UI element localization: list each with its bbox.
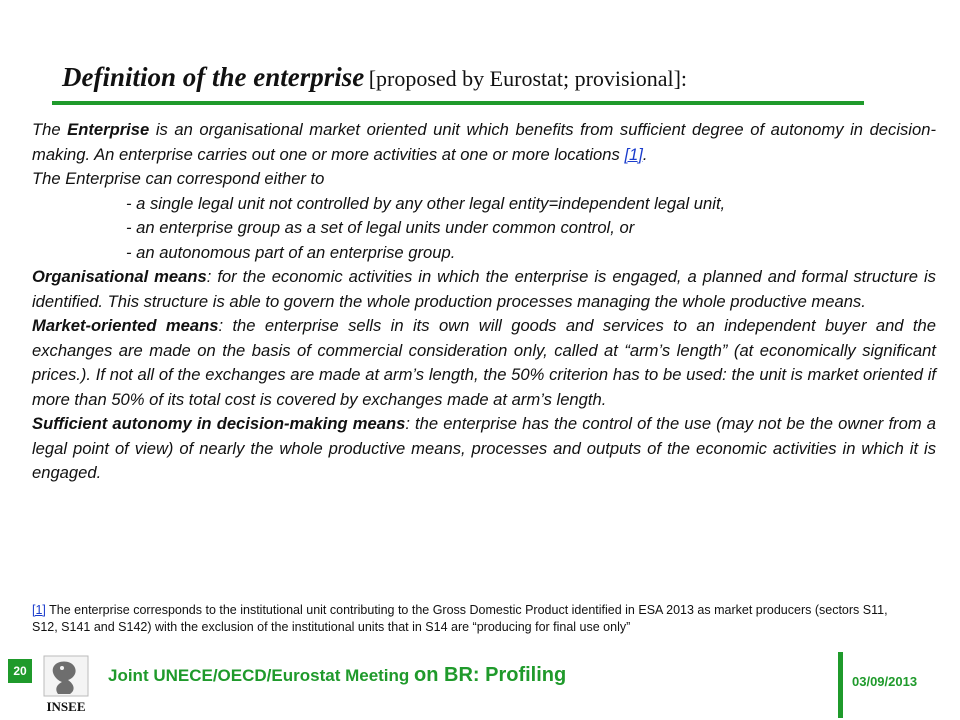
- text-market-oriented: : the enterprise sells in its own will goods and services to an independent buyer and the exchanges are made on the basis of commercial consideration only, called at “arm’s length” (at economically significant prices.). If not all of the exchanges are made at arm’s length, the 50% criterion has to be used: the unit is market oriented if more than 50% of its total cost is covered by exchanges made at arm’s length.: [32, 316, 936, 409]
- p1-bold: Enterprise: [67, 120, 150, 139]
- presentation-date: 03/09/2013: [852, 674, 918, 689]
- definition-body: [32, 118, 936, 486]
- list-item: - an enterprise group as a set of legal units under common control, or: [126, 218, 635, 237]
- svg-text:INSEE: INSEE: [46, 699, 86, 714]
- footnote-anchor-link[interactable]: [1]: [32, 603, 46, 617]
- footnote: [32, 602, 912, 636]
- meeting-lead: Joint UNECE/OECD/Eurostat Meeting: [108, 666, 415, 685]
- paragraph-correspond: The Enterprise can correspond either to: [32, 169, 325, 188]
- title-main: Definition of the enterprise: [62, 62, 365, 92]
- paragraph-definition: [32, 118, 936, 167]
- list-item: - a single legal unit not controlled by any other legal entity=independent legal unit,: [126, 193, 726, 213]
- title-subtitle: [proposed by Eurostat; provisional]:: [368, 66, 688, 91]
- p1-post: is an organisational market oriented unit which benefits from sufficient degree of autonomy in decision-making. An enterprise carries out one or more activities at one or more locations: [32, 120, 936, 164]
- p1-pre: The: [32, 120, 68, 139]
- term-organisational: Organisational means: [32, 267, 207, 286]
- p1-end: .: [642, 144, 648, 164]
- paragraph-autonomy: [32, 412, 936, 486]
- footnote-text: The enterprise corresponds to the institutional unit contributing to the Gross Domestic Product identified in ESA 2013 as market producers (sectors S11, S12, S141 and S142) with the exclusion of the institutional units that in S14 are “producing for final use only”: [32, 603, 888, 634]
- meeting-tail: on BR: Profiling: [414, 664, 567, 686]
- term-autonomy: Sufficient autonomy in decision-making means: [32, 414, 406, 433]
- list-item: - an autonomous part of an enterprise group.: [126, 242, 456, 262]
- title-underline: [52, 101, 864, 105]
- paragraph-organisational: [32, 265, 936, 314]
- page-title: [62, 62, 687, 93]
- footer-divider: [838, 652, 843, 718]
- term-market-oriented: Market-oriented means: [32, 316, 219, 335]
- page-number-badge: 20: [8, 659, 32, 683]
- meeting-name: [108, 664, 566, 687]
- text-autonomy: : the enterprise has the control of the use (may not be the owner from a legal point of view) of nearly the whole productive means, processes and outputs of the economic activities in which it is engaged.: [32, 414, 936, 482]
- paragraph-market-oriented: [32, 314, 936, 412]
- footnote-ref-link[interactable]: [1]: [624, 144, 643, 164]
- insee-logo-icon: [40, 654, 92, 716]
- text-organisational: : for the economic activities in which the enterprise is engaged, a planned and formal structure is identified. This structure is able to govern the whole production processes managing the whole productive means.: [32, 267, 936, 311]
